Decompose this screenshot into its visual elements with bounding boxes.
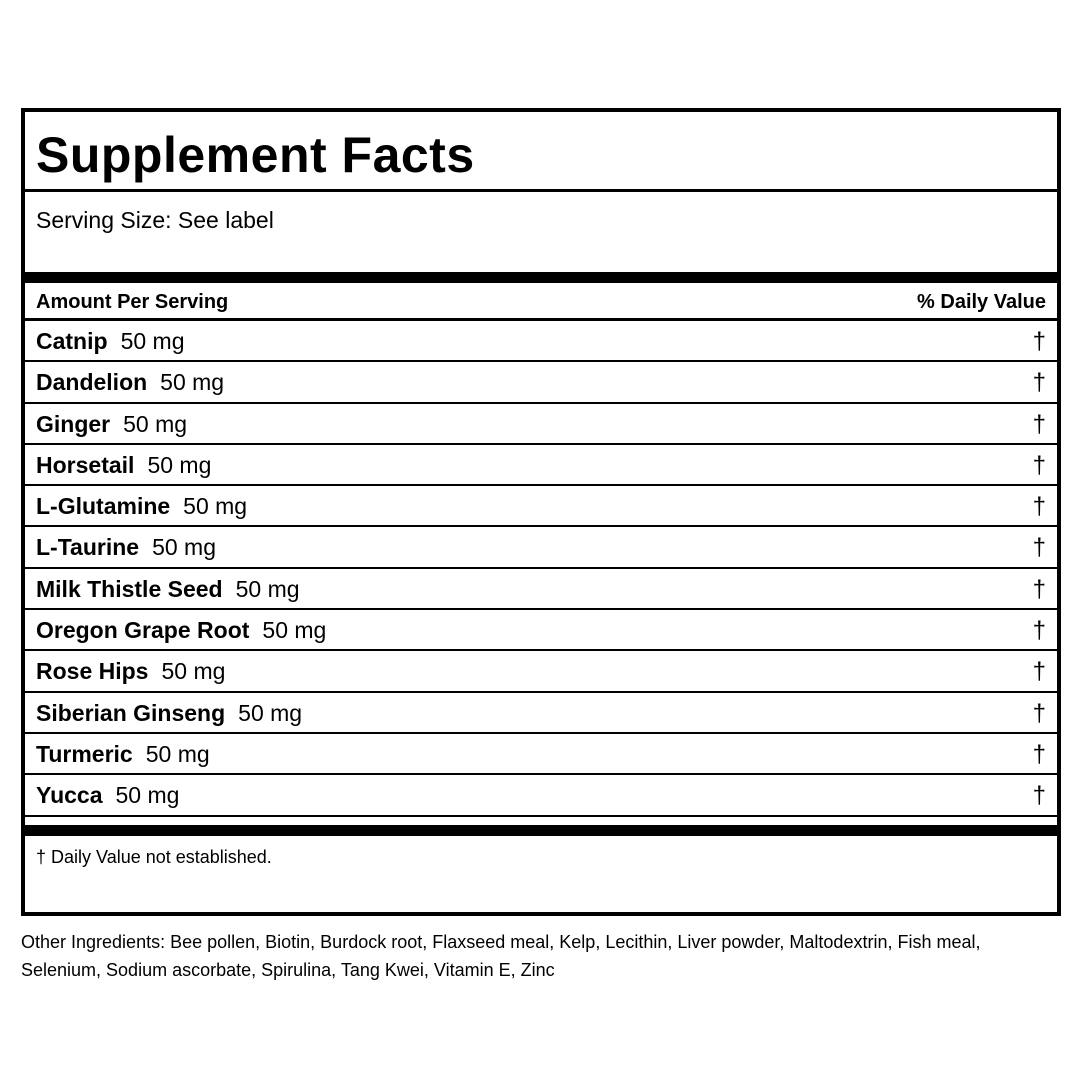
- ingredient-row: [25, 486, 1057, 527]
- column-header-row: [25, 283, 1057, 321]
- ingredient-row: [25, 527, 1057, 568]
- ingredient-name-text: Dandelion: [36, 369, 148, 396]
- ingredient-amount: 50 mg: [152, 534, 217, 561]
- ingredient-name-text: Yucca: [36, 782, 103, 809]
- panel-title: Supplement Facts: [36, 127, 475, 183]
- ingredient-amount: 50 mg: [238, 699, 303, 726]
- supplement-facts-panel: [21, 108, 1061, 916]
- dagger-symbol: †: [1032, 410, 1046, 438]
- ingredient-row: [25, 775, 1057, 816]
- ingredient-name-text: Turmeric: [36, 740, 133, 767]
- ingredient-amount: 50 mg: [120, 328, 185, 354]
- ingredient-amount: 50 mg: [183, 493, 248, 520]
- ingredient-name-text: Horsetail: [36, 451, 135, 478]
- title-row: [25, 112, 1057, 192]
- dagger-symbol: †: [1032, 369, 1046, 397]
- ingredient-name: [36, 741, 210, 767]
- daily-value-footnote: † Daily Value not established.: [36, 847, 272, 867]
- ingredient-name: [36, 576, 300, 602]
- ingredient-name: [36, 452, 211, 478]
- dagger-symbol: †: [1032, 575, 1046, 603]
- thick-divider-bottom: [25, 825, 1057, 836]
- dagger-symbol: †: [1032, 534, 1046, 562]
- ingredient-name: [36, 782, 179, 808]
- ingredient-amount: 50 mg: [145, 740, 210, 767]
- amount-per-serving-header: Amount Per Serving: [36, 291, 229, 313]
- ingredient-amount: 50 mg: [160, 369, 225, 396]
- ingredient-row: [25, 610, 1057, 651]
- ingredient-name-text: L-Taurine: [36, 534, 140, 561]
- ingredient-row: [25, 321, 1057, 362]
- ingredient-row: [25, 734, 1057, 775]
- ingredient-name-text: Siberian Ginseng: [36, 699, 226, 726]
- dagger-symbol: †: [1032, 617, 1046, 645]
- ingredient-row: [25, 569, 1057, 610]
- ingredient-name-text: Oregon Grape Root: [36, 617, 250, 644]
- ingredient-name: [36, 369, 224, 395]
- ingredient-amount: 50 mg: [235, 575, 300, 602]
- dagger-symbol: †: [1032, 493, 1046, 521]
- ingredient-name: [36, 493, 247, 519]
- ingredient-name-text: Rose Hips: [36, 658, 149, 685]
- ingredient-row: [25, 404, 1057, 445]
- ingredient-rows: [25, 321, 1057, 817]
- ingredient-name: [36, 328, 185, 354]
- other-ingredients: Other Ingredients: Bee pollen, Biotin, Burdock root, Flaxseed meal, Kelp, Lecithin, Liver powder, Maltodextrin, Fish meal, Selenium, Sodium ascorbate, Spirulina, Tang Kwei, Vitamin E, Zinc: [21, 932, 981, 980]
- dagger-symbol: †: [1032, 328, 1046, 355]
- ingredient-amount: 50 mg: [123, 410, 188, 437]
- ingredient-row: [25, 693, 1057, 734]
- ingredient-row: [25, 445, 1057, 486]
- ingredient-name: [36, 534, 216, 560]
- serving-row: [25, 192, 1057, 272]
- ingredient-name-text: L-Glutamine: [36, 493, 171, 520]
- dagger-symbol: †: [1032, 699, 1046, 727]
- dagger-symbol: †: [1032, 782, 1046, 810]
- ingredient-row: [25, 362, 1057, 403]
- ingredient-name: [36, 658, 225, 684]
- ingredient-name-text: Ginger: [36, 410, 111, 437]
- ingredient-row: [25, 651, 1057, 692]
- spacer-row: [25, 817, 1057, 825]
- ingredient-name-text: Milk Thistle Seed: [36, 575, 223, 602]
- ingredient-amount: 50 mg: [147, 451, 212, 478]
- ingredient-name: [36, 411, 187, 437]
- dagger-symbol: †: [1032, 658, 1046, 686]
- ingredient-amount: 50 mg: [115, 782, 180, 809]
- ingredient-amount: 50 mg: [161, 658, 226, 685]
- dagger-symbol: †: [1032, 740, 1046, 768]
- daily-value-header: % Daily Value: [917, 291, 1046, 313]
- ingredient-name-text: Catnip: [36, 328, 108, 354]
- ingredient-name: [36, 617, 326, 643]
- serving-size: Serving Size: See label: [36, 207, 274, 233]
- ingredient-name: [36, 700, 302, 726]
- thick-divider-top: [25, 272, 1057, 283]
- dagger-symbol: †: [1032, 451, 1046, 479]
- ingredient-amount: 50 mg: [262, 617, 327, 644]
